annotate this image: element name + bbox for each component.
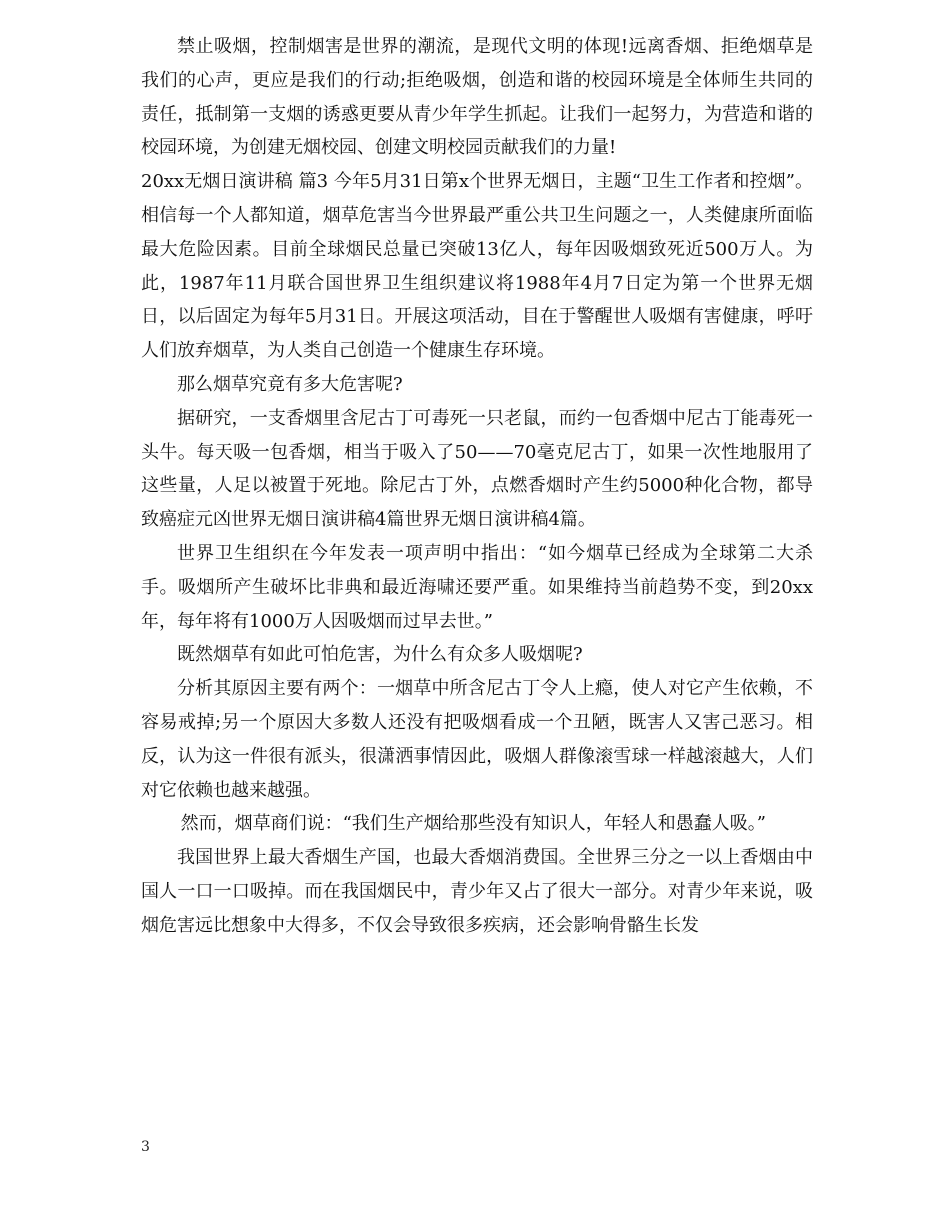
paragraph-reasons: 分析其原因主要有两个：一烟草中所含尼古丁令人上瘾，使人对它产生依赖，不容易戒掉;另一个原因大多数人还没有把吸烟看成一个丑陋，既害人又害己恶习。相反，认为这一件很有派头，很潇洒事情因此，吸烟人群像滚雪球一样越滚越大，人们对它依赖也越来越强。: [141, 678, 813, 801]
paragraph-china-consumption: 我国世界上最大香烟生产国，也最大香烟消费国。全世界三分之一以上香烟由中国人一口一口吸掉。而在我国烟民中，青少年又占了很大一部分。对青少年来说，吸烟危害远比想象中大得多，不仅会导致很多疾病，还会影响骨骼生长发: [141, 847, 813, 936]
page-number: 3: [141, 1139, 150, 1155]
paragraph-smoking-ban: 禁止吸烟，控制烟害是世界的潮流，是现代文明的体现!远离香烟、拒绝烟草是我们的心声，更应是我们的行动;拒绝吸烟，创造和谐的校园环境是全体师生共同的责任，抵制第一支烟的诱惑更要从青少年学生抓起。让我们一起努力，为营造和谐的校园环境，为创建无烟校园、创建文明校园贡献我们的力量!: [141, 36, 813, 159]
paragraph-question-why-smoke: 既然烟草有如此可怕危害，为什么有众多人吸烟呢?: [177, 644, 583, 666]
paragraph-speech-3-intro: 20xx无烟日演讲稿 篇3 今年5月31日第x个世界无烟日，主题“卫生工作者和控烟”。相信每一个人都知道，烟草危害当今世界最严重公共卫生问题之一，人类健康所面临最大危险因素。目前全球烟民总量已突破13亿人，每年因吸烟致死近500万人。为此，1987年11月联合国世界卫生组织建议将1988年4月7日定为第一个世界无烟日，以后固定为每年5月31日。开展这项活动，目在于警醒世人吸烟有害健康，呼吁人们放弃烟草，为人类自己创造一个健康生存环境。: [141, 171, 813, 362]
document-body: [141, 30, 813, 943]
paragraph-nicotine-research: 据研究，一支香烟里含尼古丁可毒死一只老鼠，而约一包香烟中尼古丁能毒死一头牛。每天吸一包香烟，相当于吸入了50——70毫克尼古丁，如果一次性地服用了这些量，人足以被置于死地。除尼古丁外，点燃香烟时产生约5000种化合物，都导致癌症元凶世界无烟日演讲稿4篇世界无烟日演讲稿4篇。: [141, 407, 813, 531]
paragraph-tobacco-merchants: 然而，烟草商们说：“我们生产烟给那些没有知识人，年轻人和愚蠢人吸。”: [180, 813, 766, 835]
paragraph-question-harm: 那么烟草究竟有多大危害呢?: [177, 373, 403, 395]
paragraph-who-statement: 世界卫生组织在今年发表一项声明中指出：“如今烟草已经成为全球第二大杀手。吸烟所产生破坏比非典和最近海啸还要严重。如果维持当前趋势不变，到20xx年，每年将有1000万人因吸烟而过早去世。”: [141, 542, 813, 632]
